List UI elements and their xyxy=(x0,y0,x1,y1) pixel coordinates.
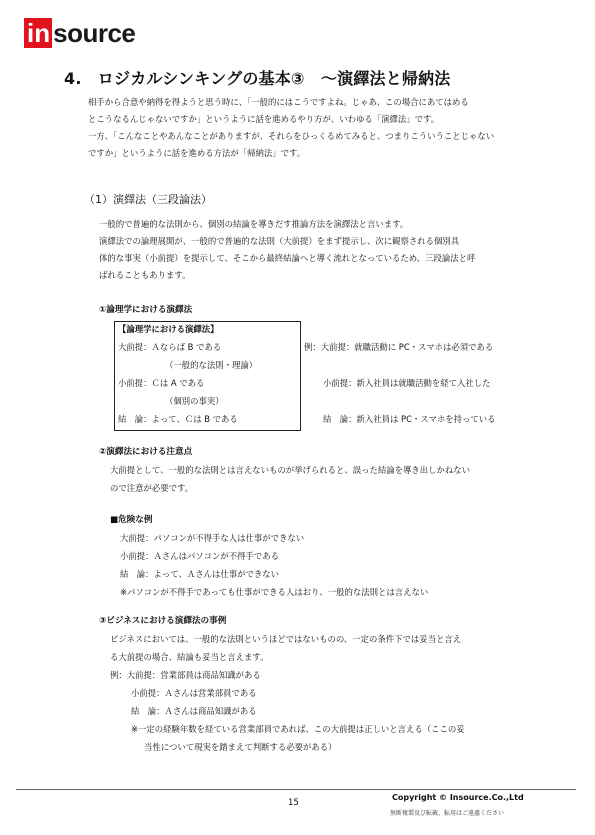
page-title: 4. ロジカルシンキングの基本③ ～演繹法と帰納法 xyxy=(64,69,451,88)
example-major: 例：大前提：就職活動に PC・スマホは必須である xyxy=(304,342,494,352)
s3-line-2: る大前提の場合、結論も妥当と言えます。 xyxy=(110,652,269,662)
logo-in: in xyxy=(24,18,52,48)
biz-note-1: ※一定の経験年数を経ている営業部員であれば、この大前提は正しいと言える（ここの妥 xyxy=(131,724,465,734)
s3-line-1: ビジネスにおいては、一般的な法則というほどではないものの、一定の条件下では妥当と言え xyxy=(110,634,462,644)
intro-line-3: 一方、「こんなことやあんなことがありますが、それらをひっくるめてみると、つまりこういうことじゃない xyxy=(88,131,495,141)
biz-major: 例：大前提：営業部員は商品知識がある xyxy=(110,670,261,680)
intro-line-1: 相手から合意や納得を得ようと思う時に、「一般的にはこうですよね。じゃあ、この場合にあてはめる xyxy=(88,97,469,107)
copyright-notice: 無断複製及び転載、転用はご遠慮ください xyxy=(390,810,505,817)
danger-conclusion: 結 論：よって、Ａさんは仕事ができない xyxy=(120,569,279,579)
s1-line-4: ばれることもあります。 xyxy=(99,270,191,280)
s1-line-2: 演繹法での論理展開が、一般的で普遍的な法則（大前提）をまず提示し、次に観察される個別具 xyxy=(99,236,460,246)
danger-minor: 小前提：Ａさんはパソコンが不得手である xyxy=(120,551,279,561)
biz-note-2: 当性について現実を踏まえて判断する必要がある） xyxy=(144,742,337,752)
s1-line-3: 体的な事実（小前提）を提示して、そこから最終結論へと導く流れとなっているため、三段論法と呼 xyxy=(99,253,476,263)
footer-divider xyxy=(16,789,576,790)
biz-conclusion: 結 論：Ａさんは商品知識がある xyxy=(131,706,257,716)
section1-heading: （1）演繹法（三段論法） xyxy=(84,193,212,206)
box-minor: 小前提：Ｃは A である xyxy=(118,378,205,388)
example-minor: 小前提：新入社員は就職活動を経て入社した xyxy=(323,378,491,388)
s2-line-2: ので注意が必要です。 xyxy=(110,483,194,493)
box-conclusion: 結 論：よって、Ｃは B である xyxy=(118,414,238,424)
box-title: 【論理学における演繹法】 xyxy=(118,324,219,334)
box-major: 大前提：Ａならば B である xyxy=(118,342,222,352)
insource-logo xyxy=(24,18,135,48)
danger-major: 大前提：パソコンが不得手な人は仕事ができない xyxy=(120,533,305,543)
copyright: Copyright © Insource.Co.,Ltd xyxy=(392,793,524,802)
box-major-note: （一般的な法則・理論） xyxy=(165,360,258,370)
sub2-heading: ②演繹法における注意点 xyxy=(99,447,193,457)
s2-line-1: 大前提として、一般的な法則とは言えないものが挙げられると、誤った結論を導き出しかねない xyxy=(110,465,470,475)
intro-line-4: ですか」というように話を進める方法が「帰納法」です。 xyxy=(88,148,306,158)
sub1-heading: ①論理学における演繹法 xyxy=(99,305,193,315)
danger-heading: ■危険な例 xyxy=(110,515,153,525)
s1-line-1: 一般的で普遍的な法則から、個別の結論を導きだす推論方法を演繹法と言います。 xyxy=(99,219,409,229)
example-conclusion: 結 論：新入社員は PC・スマホを持っている xyxy=(323,414,496,424)
logo-source: source xyxy=(53,18,136,48)
danger-note: ※パソコンが不得手であっても仕事ができる人はおり、一般的な法則とは言えない xyxy=(120,587,429,597)
box-minor-note: （個別の事実） xyxy=(165,396,224,406)
page-number: 15 xyxy=(288,798,299,808)
sub3-heading: ③ビジネスにおける演繹法の事例 xyxy=(99,616,227,626)
biz-minor: 小前提：Ａさんは営業部員である xyxy=(131,688,257,698)
intro-line-2: とこうなるんじゃないですか」というように話を進めるやり方が、いわゆる「演繹法」です。 xyxy=(88,114,440,124)
